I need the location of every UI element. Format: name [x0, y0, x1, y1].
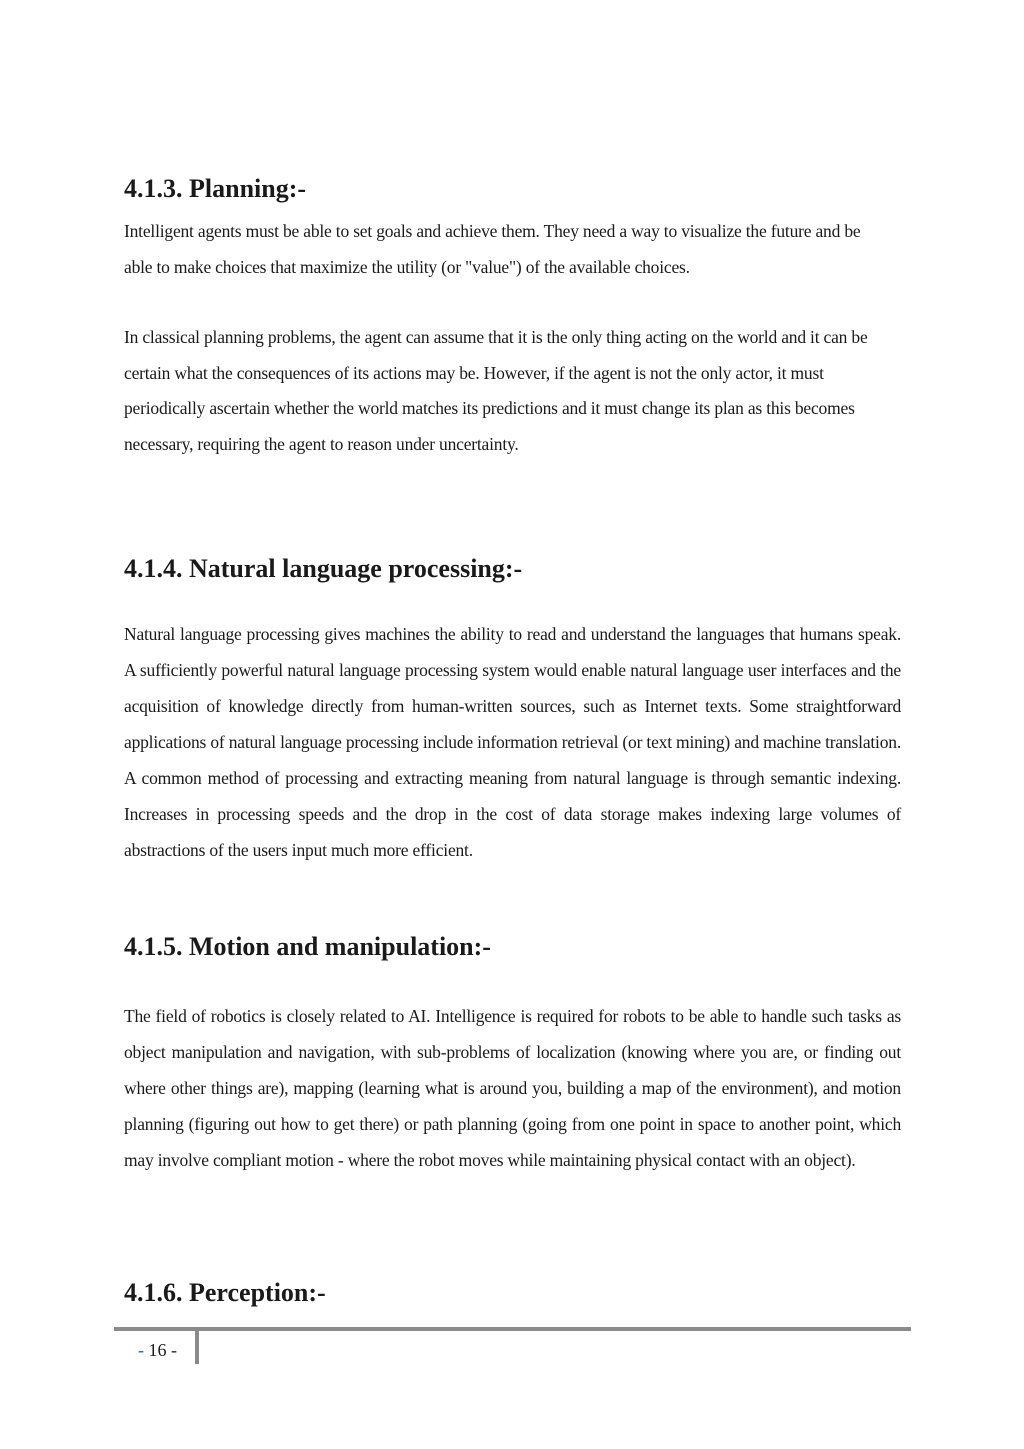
section-heading-motion-and-manipulation: 4.1.5. Motion and manipulation:- [124, 932, 491, 961]
footer-divider-tick [195, 1330, 199, 1364]
motion-paragraph: The field of robotics is closely related to AI. Intelligence is required for robots to be able to handle such tasks as object manipulation and navigation, with sub-problems of localization (knowing where you are, or finding out where other things are), mapping (learning what is around you, building a map of the environment), and motion planning (figuring out how to get there) or path planning (going from one point in space to another point, which may involve compliant motion - where the robot moves while maintaining physical contact with an object). [124, 1006, 901, 1170]
planning-paragraph-2: In classical planning problems, the agent can assume that it is the only thing acting on the world and it can be certain what the consequences of its actions may be. However, if the agent is not the only actor, it must periodically ascertain whether the world matches its predictions and it must change its plan as this becomes necessary, requiring the agent to reason under uncertainty. [124, 327, 868, 454]
section-heading-perception: 4.1.6. Perception:- [124, 1278, 326, 1307]
nlp-paragraph: Natural language processing gives machines the ability to read and understand the languages that humans speak. A sufficiently powerful natural language processing system would enable natural language user interfaces and the acquisition of knowledge directly from human-written sources, such as Internet texts. Some straightforward applications of natural language processing include information retrieval (or text mining) and machine translation. A common method of processing and extracting meaning from natural language is through semantic indexing. Increases in processing speeds and the drop in the cost of data storage makes indexing large volumes of abstractions of the users input much more efficient. [124, 624, 901, 860]
planning-paragraph-1: Intelligent agents must be able to set goals and achieve them. They need a way to visualize the future and be able to make choices that maximize the utility (or "value") of the available choices. [124, 221, 861, 277]
section-heading-natural-language-processing: 4.1.4. Natural language processing:- [124, 554, 523, 583]
section-heading-planning: 4.1.3. Planning:- [124, 174, 307, 203]
page-number [138, 1336, 177, 1364]
page-number-dash: - [138, 1340, 144, 1360]
footer-divider [114, 1327, 911, 1331]
page-number-value: 16 - [148, 1340, 177, 1360]
